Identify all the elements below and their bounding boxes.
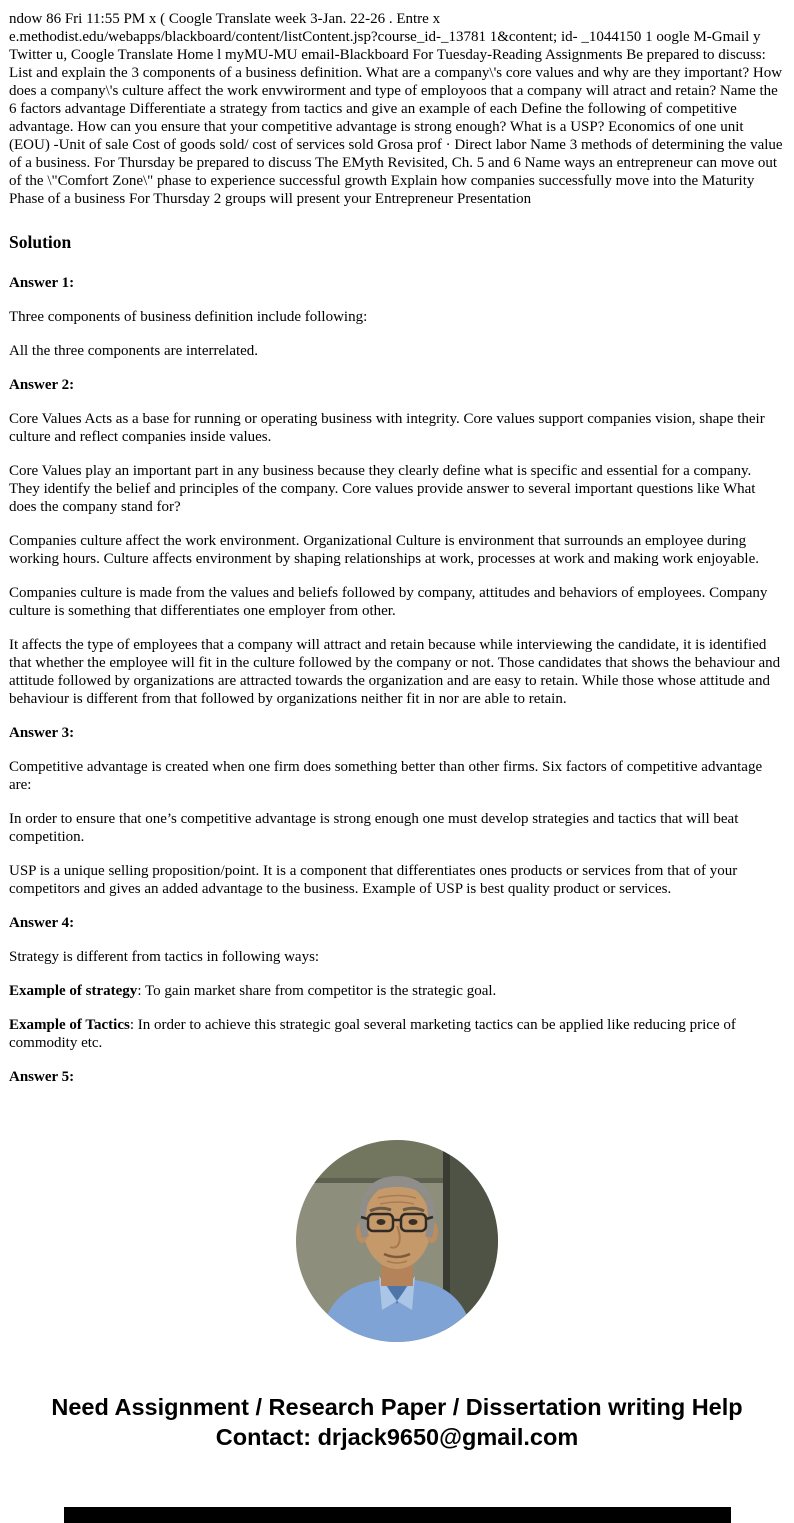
- footer-help-text: Need Assignment / Research Paper / Dissertation writing Help: [51, 1394, 743, 1420]
- answer1-label: Answer 1:: [9, 275, 75, 291]
- answer2-paragraph-2: Core Values play an important part in any business because they clearly define what is specific and essential for a company. They identify the belief and principles of the company. Core values provide answer to several important questions like What does the company stand for?: [9, 463, 756, 515]
- answer4-label: Answer 4:: [9, 915, 75, 931]
- profile-photo: [296, 1140, 498, 1342]
- answer3-label: Answer 3:: [9, 725, 75, 741]
- answer1-paragraph-2: All the three components are interrelated.: [9, 343, 259, 359]
- answer4-paragraph-1: Strategy is different from tactics in following ways:: [9, 949, 320, 965]
- answer3-paragraph-3: USP is a unique selling proposition/point. It is a component that differentiates ones products or services from that of your competitors and gives an added advantage to the business. Example of USP is best quality product or services.: [9, 863, 738, 897]
- bottom-bar: [64, 1507, 731, 1523]
- answer5-label: Answer 5:: [9, 1069, 75, 1085]
- example-of-tactics-text: : In order to achieve this strategic goal several marketing tactics can be applied like reducing price of commodity etc.: [9, 1017, 736, 1051]
- answer2-paragraph-5: It affects the type of employees that a company will attract and retain because while interviewing the candidate, it is identified that whether the employee will fit in the culture followed by the company or not. Those candidates that shows the behaviour and attitude followed by organizations are attracted towards the organization and are easy to retain. While those whose attitude and behaviour is different from that followed by organizations neither fit in nor are able to retain.: [9, 637, 781, 707]
- solution-heading: Solution: [9, 232, 72, 252]
- answer2-paragraph-1: Core Values Acts as a base for running or operating business with integrity. Core values support companies vision, shape their culture and reflect companies inside values.: [9, 411, 765, 445]
- footer-promo: [47, 1392, 747, 1452]
- answer2-paragraph-4: Companies culture is made from the values and beliefs followed by company, attitudes and behaviors of employees. Company culture is something that differentiates one employer from other.: [9, 585, 768, 619]
- answer2-paragraph-3: Companies culture affect the work environment. Organizational Culture is environment that surrounds an employee during working hours. Culture affects environment by shaping relationships at work, processes at work and making work enjoyable.: [9, 533, 759, 567]
- answer4-paragraph-2: [9, 982, 785, 1000]
- page-header-text: ndow 86 Fri 11:55 PM x ( Coogle Translate week 3-Jan. 22-26 . Entre x e.methodist.edu/webapps/blackboard/content/listContent.jsp?course_id-_13781 1&content; id- _1044150 1 oogle M-Gmail y Twitter u, Coogle Translate Home l myMU-MU email-Blackboard For Tuesday-Reading Assignments Be prepared to discuss: List and explain the 3 components of a business definition. What are a company\'s core values and why are they important? How does a company\'s culture affect the work envwirorment and type of employoos that a company will atract and retain? Name the 6 factors advantage Differentiate a strategy from tactics and give an example of each Define the following of competitive advantage. How can you ensure that your competitive advantage is strong enough? What is a USP? Economics of one unit (EOU) -Unit of sale Cost of goods sold/ cost of services sold Grosa prof · Direct labor Name 3 methods of determining the value of a business. For Thursday be prepared to discuss The EMyth Revisited, Ch. 5 and 6 Name ways an entrepreneur can move out of the \"Comfort Zone\" phase to experience successful growth Explain how companies successfully move into the Maturity Phase of a business For Thursday 2 groups will present your Entrepreneur Presentation: [9, 11, 783, 207]
- example-of-strategy-text: : To gain market share from competitor is the strategic goal.: [137, 983, 497, 999]
- footer-contact-email: Contact: drjack9650@gmail.com: [215, 1424, 579, 1450]
- answer3-paragraph-1: Competitive advantage is created when one firm does something better than other firms. Six factors of competitive advantage are:: [9, 759, 763, 793]
- example-of-strategy-label: Example of strategy: [9, 983, 138, 999]
- answer3-paragraph-2: In order to ensure that one’s competitive advantage is strong enough one must develop strategies and tactics that will beat competition.: [9, 811, 739, 845]
- example-of-tactics-label: Example of Tactics: [9, 1017, 130, 1033]
- answer4-paragraph-3: [9, 1016, 785, 1052]
- answer1-paragraph-1: Three components of business definition include following:: [9, 309, 368, 325]
- answer2-label: Answer 2:: [9, 377, 75, 393]
- profile-photo-illustration: [296, 1140, 498, 1342]
